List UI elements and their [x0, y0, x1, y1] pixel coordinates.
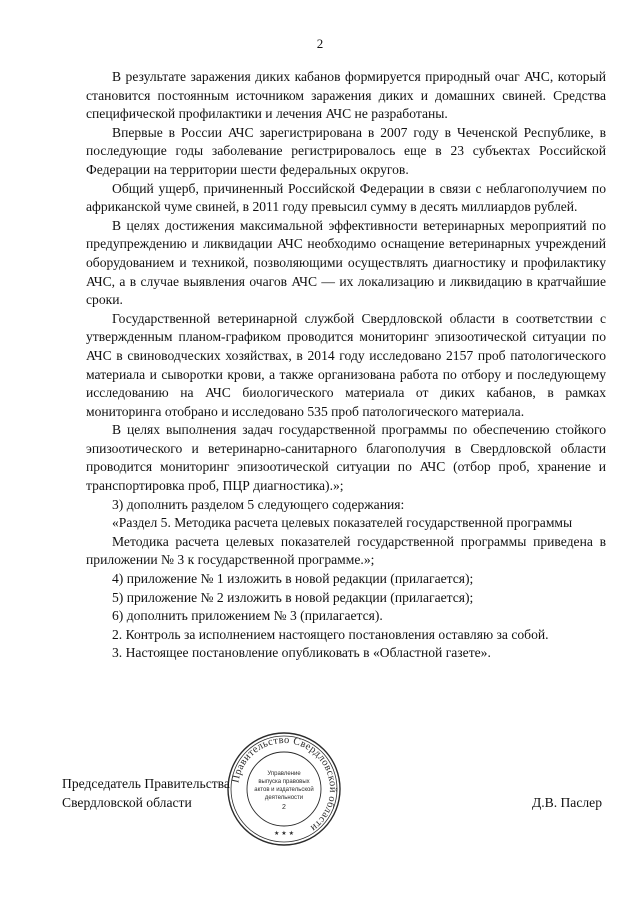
signatory-name: Д.В. Паслер: [531, 794, 602, 810]
seal-inner-line-3: актов и издательской: [254, 787, 314, 793]
signatory-title: [62, 775, 230, 812]
seal-inner-line-1: Управление: [267, 771, 301, 777]
seal-inner-number: 2: [282, 804, 286, 811]
amendment-item-4: 4) приложение № 1 изложить в новой редакции (прилагается);: [112, 571, 474, 587]
amendment-item-3: 3) дополнить разделом 5 следующего содержания:: [112, 496, 405, 512]
amendment-item-6: 6) дополнить приложением № 3 (прилагается).: [112, 608, 383, 624]
seal-stars: ★ ★ ★: [274, 830, 294, 837]
signatory-title-line-2: Свердловской области: [62, 794, 192, 810]
section-5-text: Методика расчета целевых показателей государственной программы приведена в приложении № 3 к государственной программе.»;: [86, 533, 606, 568]
seal-graphic: [225, 730, 343, 848]
clause-2-control: 2. Контроль за исполнением настоящего постановления оставляю за собой.: [112, 626, 549, 642]
clause-3-publish: 3. Настоящее постановление опубликовать в «Областной газете».: [112, 645, 491, 661]
seal-inner-line-2: выпуска правовых: [258, 779, 310, 785]
official-seal: [225, 730, 343, 848]
seal-outer-text: Правительство Свердловской области: [230, 734, 339, 834]
amendment-item-5: 5) приложение № 2 изложить в новой редакции (прилагается);: [112, 589, 474, 605]
section-5-heading: «Раздел 5. Методика расчета целевых показателей государственной программы: [112, 515, 573, 531]
signatory-title-line-1: Председатель Правительства: [62, 776, 230, 791]
seal-inner-line-4: деятельности: [264, 795, 304, 801]
document-body: [86, 68, 606, 663]
paragraph-monitoring-2014: Государственной ветеринарной службой Свердловской области в соответствии с утвержденным планом-графиком проводится мониторинг эпизоотической ситуации по АЧС в свиноводческих хозяйствах, в 2014 году исследовано 2157 проб патологического материала и сыворотки крови, а также организована работа по отбору и последующему исследованию на АЧС биологического материала от диких кабанов, в рамках мониторинга отобрано и исследовано 535 проб патологического материала.: [86, 310, 606, 419]
paragraph-equipment-goals: В целях достижения максимальной эффективности ветеринарных мероприятий по предупреждению и ликвидации АЧС необходимо оснащение ветеринарных учреждений оборудованием и техникой, позволяющими осуществлять диагностику и профилактику АЧС, а в случае выявления очагов АЧС — их локализацию и ликвидацию в кратчайшие сроки.: [86, 217, 606, 308]
paragraph-program-tasks: В целях выполнения задач государственной программы по обеспечению стойкого эпизоотического и ветеринарно-санитарного благополучия в Свердловской области проводится мониторинг эпизоотической ситуации по АЧС (отбор проб, хранение и транспортировка проб, ПЦР диагностика).»;: [86, 422, 606, 494]
paragraph-damage: Общий ущерб, причиненный Российской Федерации в связи с неблагополучием по африканской чуме свиней, в 2011 году превысил сумму в десять миллиардов рублей.: [86, 180, 606, 215]
paragraph-outbreak-source: В результате заражения диких кабанов формируется природный очаг АЧС, который становится постоянным источником заражения диких и домашних свиней. Средства специфической профилактики и лечения АЧС не разработаны.: [86, 69, 606, 122]
paragraph-first-registration: Впервые в России АЧС зарегистрирована в 2007 году в Чеченской Республике, в последующие годы заболевание регистрировалось еще в 23 субъектах Российской Федерации на территории шести федеральных округов.: [86, 124, 606, 177]
page-number: 2: [316, 36, 324, 51]
